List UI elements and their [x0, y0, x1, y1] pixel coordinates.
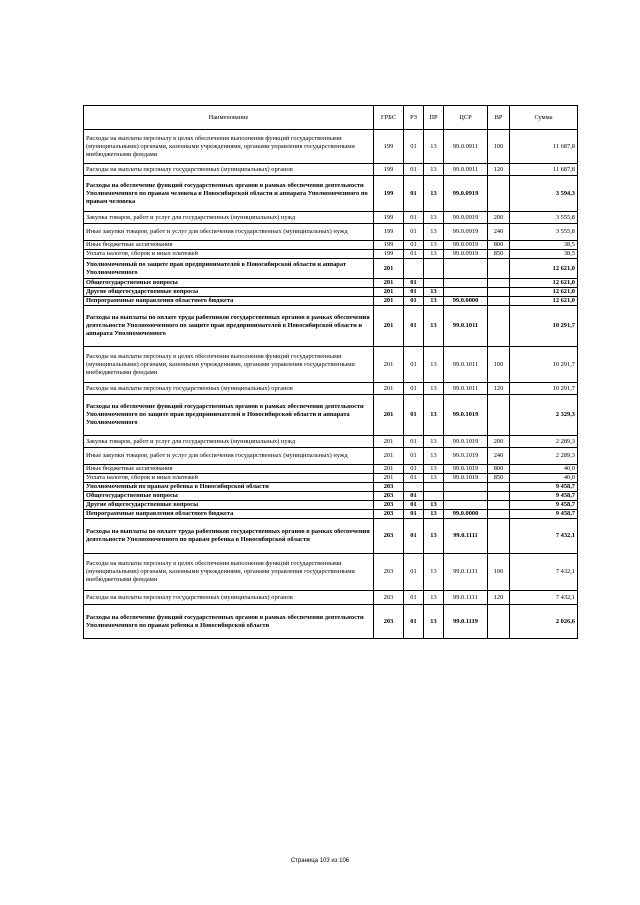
cell-name: Иные закупки товаров, работ и услуг для обеспечения государственных (муниципальных) нужд [84, 448, 374, 465]
cell-csr [444, 501, 488, 510]
cell-pr: 13 [424, 510, 444, 519]
cell-pr: 13 [424, 605, 444, 639]
cell-vr: 240 [488, 224, 510, 241]
budget-table [83, 105, 578, 639]
cell-sum: 10 291,7 [510, 347, 578, 383]
cell-pr: 13 [424, 347, 444, 383]
cell-vr [488, 483, 510, 492]
cell-pr: 13 [424, 501, 444, 510]
cell-vr: 100 [488, 554, 510, 591]
cell-csr: 99.0.0919 [444, 224, 488, 241]
table-row [84, 605, 578, 639]
cell-name: Закупка товаров, работ и услуг для государственных (муниципальных) нужд [84, 212, 374, 224]
cell-csr: 99.0.1019 [444, 474, 488, 483]
cell-name: Расходы на выплаты персоналу в целях обеспечения выполнения функций государственными (муниципальными) органами, казенными учреждениями, органами управления государственными внебюджетными фондами [84, 130, 374, 164]
cell-grbs: 201 [374, 465, 404, 474]
cell-sum: 3 555,8 [510, 212, 578, 224]
header-vr: ВР [488, 106, 510, 130]
table-row [84, 519, 578, 554]
table-row [84, 306, 578, 347]
cell-grbs: 203 [374, 492, 404, 501]
cell-csr: 99.0.0000 [444, 297, 488, 306]
cell-vr [488, 519, 510, 554]
cell-name: Расходы на обеспечение функций государственных органов в рамках обеспечения деятельности Уполномоченного по правам ребенка в Новосибирской области [84, 605, 374, 639]
cell-csr: 99.0.1119 [444, 605, 488, 639]
cell-pr: 13 [424, 383, 444, 395]
cell-vr [488, 306, 510, 347]
cell-vr: 800 [488, 241, 510, 250]
cell-sum: 10 291,7 [510, 306, 578, 347]
cell-sum: 2 026,6 [510, 605, 578, 639]
cell-rz: 01 [404, 554, 424, 591]
cell-sum: 2 289,3 [510, 436, 578, 448]
cell-name: Иные бюджетные ассигнования [84, 465, 374, 474]
cell-sum: 3 555,8 [510, 224, 578, 241]
header-grbs: ГРБС [374, 106, 404, 130]
cell-grbs: 203 [374, 501, 404, 510]
cell-csr [444, 483, 488, 492]
cell-csr: 99.0.0919 [444, 241, 488, 250]
cell-sum: 38,5 [510, 241, 578, 250]
cell-csr: 99.0.0911 [444, 130, 488, 164]
cell-sum: 9 458,7 [510, 510, 578, 519]
cell-rz: 01 [404, 510, 424, 519]
cell-csr: 99.0.1011 [444, 383, 488, 395]
cell-sum: 11 687,8 [510, 164, 578, 176]
table-row [84, 297, 578, 306]
cell-name: Закупка товаров, работ и услуг для государственных (муниципальных) нужд [84, 436, 374, 448]
table-row [84, 483, 578, 492]
cell-grbs: 201 [374, 279, 404, 288]
cell-sum: 3 594,3 [510, 176, 578, 212]
cell-rz: 01 [404, 383, 424, 395]
cell-csr: 99.0.1011 [444, 347, 488, 383]
cell-rz: 01 [404, 591, 424, 605]
cell-vr: 200 [488, 436, 510, 448]
cell-vr [488, 288, 510, 297]
cell-grbs: 201 [374, 306, 404, 347]
table-row [84, 288, 578, 297]
cell-pr: 13 [424, 395, 444, 436]
cell-sum: 38,5 [510, 250, 578, 259]
cell-name: Расходы на выплаты по оплате труда работников государственных органов в рамках обеспечения деятельности Уполномоченного по защите прав предпринимателей в Новосибирской области и аппарата Уполномоченного [84, 306, 374, 347]
cell-pr [424, 483, 444, 492]
cell-grbs: 201 [374, 395, 404, 436]
cell-rz: 01 [404, 448, 424, 465]
cell-grbs: 201 [374, 383, 404, 395]
cell-vr: 850 [488, 474, 510, 483]
cell-rz: 01 [404, 241, 424, 250]
cell-vr: 120 [488, 383, 510, 395]
cell-pr: 13 [424, 164, 444, 176]
cell-vr: 100 [488, 130, 510, 164]
table-row [84, 492, 578, 501]
cell-rz: 01 [404, 250, 424, 259]
cell-pr: 13 [424, 297, 444, 306]
cell-grbs: 203 [374, 591, 404, 605]
cell-pr: 13 [424, 224, 444, 241]
cell-rz: 01 [404, 492, 424, 501]
table-row [84, 347, 578, 383]
cell-rz: 01 [404, 519, 424, 554]
cell-sum: 7 432,1 [510, 554, 578, 591]
cell-csr [444, 288, 488, 297]
cell-pr: 13 [424, 306, 444, 347]
cell-csr: 99.0.1019 [444, 436, 488, 448]
cell-pr: 13 [424, 554, 444, 591]
cell-grbs: 201 [374, 436, 404, 448]
table-row [84, 501, 578, 510]
cell-vr: 240 [488, 448, 510, 465]
table-row [84, 448, 578, 465]
cell-rz: 01 [404, 224, 424, 241]
cell-rz: 01 [404, 395, 424, 436]
cell-csr: 99.0.1019 [444, 395, 488, 436]
cell-grbs: 201 [374, 474, 404, 483]
cell-name: Уполномоченный по защите прав предпринимателей в Новосибирской области и аппарат Уполномоченного [84, 259, 374, 279]
cell-grbs: 199 [374, 212, 404, 224]
cell-vr [488, 492, 510, 501]
cell-grbs: 201 [374, 448, 404, 465]
cell-pr: 13 [424, 250, 444, 259]
cell-name: Расходы на обеспечение функций государственных органов в рамках обеспечения деятельности Уполномоченного по защите прав предпринимателей в Новосибирской области и аппарата Уполномоченного [84, 395, 374, 436]
cell-sum: 12 621,0 [510, 279, 578, 288]
cell-sum: 2 289,3 [510, 448, 578, 465]
cell-sum: 12 621,0 [510, 297, 578, 306]
cell-grbs: 199 [374, 224, 404, 241]
cell-rz: 01 [404, 605, 424, 639]
cell-vr: 850 [488, 250, 510, 259]
cell-grbs: 201 [374, 288, 404, 297]
cell-rz: 01 [404, 176, 424, 212]
cell-vr [488, 297, 510, 306]
cell-sum: 7 432,1 [510, 519, 578, 554]
cell-csr: 99.0.0919 [444, 212, 488, 224]
cell-name: Расходы на выплаты персоналу государственных (муниципальных) органов [84, 164, 374, 176]
cell-rz: 01 [404, 306, 424, 347]
cell-sum: 9 458,7 [510, 483, 578, 492]
cell-csr: 99.0.1111 [444, 554, 488, 591]
cell-vr: 120 [488, 164, 510, 176]
cell-csr [444, 279, 488, 288]
cell-rz [404, 483, 424, 492]
cell-vr [488, 279, 510, 288]
cell-name: Расходы на выплаты персоналу государственных (муниципальных) органов [84, 591, 374, 605]
cell-grbs: 199 [374, 241, 404, 250]
cell-pr: 13 [424, 288, 444, 297]
cell-csr: 99.0.1019 [444, 448, 488, 465]
cell-grbs: 199 [374, 130, 404, 164]
cell-csr: 99.0.1111 [444, 519, 488, 554]
cell-rz: 01 [404, 297, 424, 306]
cell-csr: 99.0.1019 [444, 465, 488, 474]
header-sum: Сумма [510, 106, 578, 130]
cell-name: Расходы на выплаты персоналу в целях обеспечения выполнения функций государственными (муниципальными) органами, казенными учреждениями, органами управления государственными внебюджетными фондами [84, 554, 374, 591]
cell-grbs: 201 [374, 297, 404, 306]
cell-name: Другие общегосударственные вопросы [84, 288, 374, 297]
cell-name: Расходы на выплаты персоналу государственных (муниципальных) органов [84, 383, 374, 395]
cell-pr [424, 492, 444, 501]
table-row [84, 279, 578, 288]
cell-pr: 13 [424, 212, 444, 224]
cell-csr: 99.0.1011 [444, 306, 488, 347]
table-row [84, 176, 578, 212]
cell-grbs: 203 [374, 510, 404, 519]
cell-name: Уплата налогов, сборов и иных платежей [84, 474, 374, 483]
cell-pr: 13 [424, 448, 444, 465]
cell-csr: 99.0.1111 [444, 591, 488, 605]
cell-grbs: 203 [374, 605, 404, 639]
cell-sum: 9 458,7 [510, 501, 578, 510]
cell-grbs: 199 [374, 164, 404, 176]
cell-csr: 99.0.0919 [444, 176, 488, 212]
cell-vr [488, 259, 510, 279]
cell-pr: 13 [424, 436, 444, 448]
cell-sum: 40,0 [510, 474, 578, 483]
cell-name: Общегосударственные вопросы [84, 492, 374, 501]
cell-sum: 9 458,7 [510, 492, 578, 501]
table-row [84, 510, 578, 519]
cell-rz: 01 [404, 501, 424, 510]
cell-vr [488, 501, 510, 510]
table-body [84, 130, 578, 639]
table-row [84, 212, 578, 224]
cell-vr [488, 605, 510, 639]
cell-grbs: 201 [374, 347, 404, 383]
cell-sum: 2 329,3 [510, 395, 578, 436]
cell-pr: 13 [424, 241, 444, 250]
cell-grbs: 201 [374, 259, 404, 279]
cell-vr [488, 176, 510, 212]
cell-sum: 11 687,8 [510, 130, 578, 164]
cell-rz: 01 [404, 164, 424, 176]
table-row [84, 259, 578, 279]
cell-rz: 01 [404, 474, 424, 483]
table-row [84, 465, 578, 474]
cell-pr [424, 279, 444, 288]
cell-name: Расходы на обеспечение функций государственных органов в рамках обеспечения деятельности Уполномоченного по правам человека в Новосибирской области и аппарата Уполномоченного по правам человека [84, 176, 374, 212]
cell-name: Общегосударственные вопросы [84, 279, 374, 288]
cell-grbs: 203 [374, 554, 404, 591]
cell-rz: 01 [404, 347, 424, 383]
table-row [84, 474, 578, 483]
table-row [84, 224, 578, 241]
page-number: Страница 103 из 106 [290, 858, 350, 864]
cell-sum: 12 621,0 [510, 288, 578, 297]
cell-name: Уплата налогов, сборов и иных платежей [84, 250, 374, 259]
table-row [84, 130, 578, 164]
cell-grbs: 203 [374, 519, 404, 554]
cell-sum: 40,0 [510, 465, 578, 474]
cell-rz: 01 [404, 212, 424, 224]
header-pr: ПР [424, 106, 444, 130]
cell-name: Расходы на выплаты по оплате труда работников государственных органов в рамках обеспечения деятельности Уполномоченного по правам ребенка в Новосибирской области [84, 519, 374, 554]
cell-rz: 01 [404, 436, 424, 448]
cell-pr [424, 259, 444, 279]
table-row [84, 383, 578, 395]
cell-vr: 800 [488, 465, 510, 474]
header-csr: ЦСР [444, 106, 488, 130]
table-row [84, 164, 578, 176]
cell-rz: 01 [404, 288, 424, 297]
cell-rz: 01 [404, 130, 424, 164]
cell-rz: 01 [404, 279, 424, 288]
table-row [84, 436, 578, 448]
cell-name: Непрограммные направления областного бюджета [84, 297, 374, 306]
cell-csr [444, 259, 488, 279]
cell-name: Непрограммные направления областного бюджета [84, 510, 374, 519]
cell-vr: 100 [488, 347, 510, 383]
cell-csr: 99.0.0000 [444, 510, 488, 519]
cell-grbs: 203 [374, 483, 404, 492]
cell-sum: 12 621,0 [510, 259, 578, 279]
cell-csr: 99.0.0919 [444, 250, 488, 259]
cell-name: Другие общегосударственные вопросы [84, 501, 374, 510]
table-row [84, 554, 578, 591]
cell-name: Иные бюджетные ассигнования [84, 241, 374, 250]
cell-pr: 13 [424, 130, 444, 164]
cell-csr [444, 492, 488, 501]
table-row [84, 395, 578, 436]
cell-sum: 7 432,1 [510, 591, 578, 605]
table-row [84, 591, 578, 605]
header-rz: РЗ [404, 106, 424, 130]
cell-grbs: 199 [374, 250, 404, 259]
cell-csr: 99.0.0911 [444, 164, 488, 176]
table-header-row [84, 106, 578, 130]
cell-vr [488, 510, 510, 519]
cell-vr: 200 [488, 212, 510, 224]
cell-pr: 13 [424, 465, 444, 474]
cell-rz [404, 259, 424, 279]
cell-name: Уполномоченный по правам ребенка в Новосибирской области [84, 483, 374, 492]
cell-vr: 120 [488, 591, 510, 605]
cell-grbs: 199 [374, 176, 404, 212]
cell-pr: 13 [424, 519, 444, 554]
cell-name: Расходы на выплаты персоналу в целях обеспечения выполнения функций государственными (муниципальными) органами, казенными учреждениями, органами управления государственными внебюджетными фондами [84, 347, 374, 383]
cell-vr [488, 395, 510, 436]
cell-pr: 13 [424, 474, 444, 483]
header-name: Наименование [84, 106, 374, 130]
cell-pr: 13 [424, 591, 444, 605]
cell-rz: 01 [404, 465, 424, 474]
cell-sum: 10 291,7 [510, 383, 578, 395]
cell-pr: 13 [424, 176, 444, 212]
table-row [84, 241, 578, 250]
cell-name: Иные закупки товаров, работ и услуг для обеспечения государственных (муниципальных) нужд [84, 224, 374, 241]
table-row [84, 250, 578, 259]
